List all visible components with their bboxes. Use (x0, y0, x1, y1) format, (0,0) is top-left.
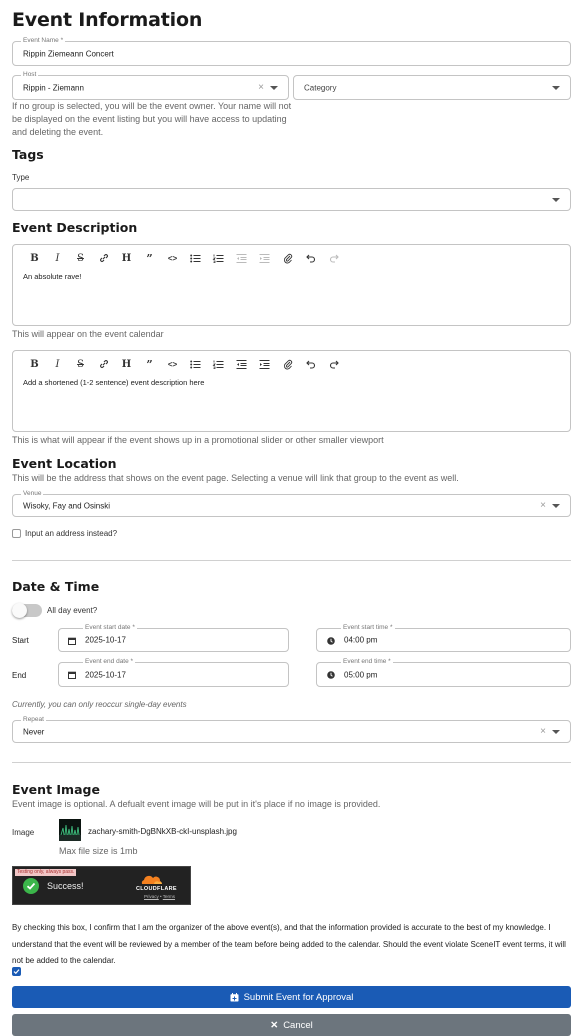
host-value: Rippin - Ziemann (23, 83, 84, 92)
event-name-value: Rippin Ziemeann Concert (23, 49, 114, 58)
indent-icon[interactable] (253, 357, 276, 371)
start-date-field[interactable] (58, 624, 289, 652)
venue-value: Wisoky, Fay and Osinski (23, 501, 110, 510)
end-time-value: 05:00 pm (344, 670, 378, 679)
tags-type-select[interactable] (12, 188, 571, 211)
attach-icon[interactable] (276, 357, 299, 371)
strikethrough-icon[interactable]: S (77, 252, 84, 264)
success-check-icon (23, 878, 39, 894)
short-description-placeholder[interactable]: Add a shortened (1-2 sentence) event description here (23, 378, 205, 387)
agreement-checkbox[interactable] (12, 967, 21, 976)
toggle-knob (12, 603, 27, 618)
end-time-field[interactable] (316, 658, 571, 687)
quote-icon[interactable]: ” (146, 251, 153, 265)
cancel-button-label: Cancel (283, 1019, 313, 1031)
bold-icon[interactable]: B (30, 252, 39, 264)
host-dropdown-icon[interactable] (270, 86, 278, 90)
privacy-link[interactable]: Privacy (144, 894, 159, 899)
quote-icon[interactable]: ” (146, 357, 153, 371)
bullet-list-icon[interactable] (184, 357, 207, 371)
code-icon[interactable]: <> (167, 359, 178, 369)
venue-dropdown-icon[interactable] (552, 504, 560, 508)
divider (12, 762, 571, 763)
short-description-help: This is what will appear if the event shows up in a promotional slider or other smaller viewport (12, 435, 384, 445)
italic-icon[interactable]: I (55, 358, 60, 370)
numbered-list-icon[interactable] (207, 251, 230, 265)
link-icon[interactable] (92, 251, 115, 265)
captcha-links (144, 894, 175, 899)
clock-icon[interactable] (327, 671, 335, 679)
end-date-value: 2025-10-17 (85, 670, 126, 679)
repeat-label: Repeat (23, 716, 44, 723)
divider (12, 560, 571, 561)
category-select[interactable] (293, 75, 571, 100)
captcha-widget[interactable] (12, 866, 191, 905)
cloudflare-brand: CLOUDFLARE (136, 886, 177, 892)
repeat-select[interactable] (12, 716, 571, 743)
host-select[interactable] (12, 71, 289, 100)
start-date-value: 2025-10-17 (85, 635, 126, 645)
outdent-icon[interactable] (230, 357, 253, 371)
cloudflare-logo-icon (139, 875, 163, 885)
editor-toolbar (23, 357, 345, 371)
captcha-test-banner: Testing only, always pass. (17, 869, 75, 875)
calendar-icon[interactable] (68, 637, 76, 645)
description-heading: Event Description (12, 220, 138, 235)
datetime-heading: Date & Time (12, 579, 100, 594)
start-time-value: 04:00 pm (344, 635, 378, 645)
category-dropdown-icon[interactable] (552, 86, 560, 90)
long-description-text[interactable]: An absolute rave! (23, 272, 82, 281)
editor-toolbar (23, 251, 345, 265)
tags-heading: Tags (12, 147, 44, 162)
image-help: Event image is optional. A defualt event image will be put in it's place if no image is provided. (12, 799, 381, 809)
bold-icon[interactable]: B (30, 358, 39, 370)
repeat-value: Never (23, 727, 45, 736)
image-thumbnail[interactable] (59, 819, 81, 841)
code-icon[interactable]: <> (167, 253, 178, 263)
all-day-label: All day event? (47, 606, 98, 615)
attach-icon[interactable] (276, 251, 299, 265)
indent-icon[interactable] (253, 251, 276, 265)
venue-clear-icon[interactable]: × (540, 499, 546, 511)
calendar-plus-icon (230, 993, 239, 1002)
start-time-field[interactable] (316, 624, 571, 652)
repeat-dropdown-icon[interactable] (552, 730, 560, 734)
start-time-label: Event start time * (343, 624, 393, 631)
long-description-help: This will appear on the event calendar (12, 329, 164, 339)
short-description-editor[interactable] (12, 350, 571, 432)
type-label: Type (12, 173, 30, 182)
link-icon[interactable] (92, 357, 115, 371)
numbered-list-icon[interactable] (207, 357, 230, 371)
image-filename: zachary-smith-DgBNkXB-ckI-unsplash.jpg (88, 827, 237, 836)
strikethrough-icon[interactable]: S (77, 358, 84, 370)
event-name-label: Event Name * (23, 37, 64, 44)
close-icon: ✕ (270, 1019, 279, 1031)
bullet-list-icon[interactable] (184, 251, 207, 265)
long-description-editor[interactable] (12, 244, 571, 326)
venue-select[interactable] (12, 490, 571, 517)
redo-icon[interactable] (322, 251, 345, 265)
all-day-toggle[interactable] (12, 604, 42, 617)
start-label: Start (12, 636, 29, 645)
end-date-label: Event end date * (85, 658, 134, 665)
address-checkbox[interactable] (12, 529, 21, 538)
undo-icon[interactable] (299, 357, 322, 371)
host-help-text: If no group is selected, you will be the event owner. Your name will not be displayed on the event listing but you will have access to updating and deleting the event. (12, 101, 292, 137)
end-time-label: Event end time * (343, 658, 391, 665)
reoccur-note: Currently, you can only reoccur single-day events (12, 700, 187, 709)
host-label: Host (23, 71, 37, 78)
image-heading: Event Image (12, 782, 100, 797)
location-help: This will be the address that shows on the event page. Selecting a venue will link that group to the event as well. (12, 473, 459, 483)
address-checkbox-label: Input an address instead? (25, 529, 118, 538)
undo-icon[interactable] (299, 251, 322, 265)
max-file-size: Max file size is 1mb (59, 846, 138, 856)
category-placeholder: Category (304, 83, 337, 92)
link-separator: • (160, 894, 162, 899)
end-label: End (12, 671, 27, 680)
redo-icon[interactable] (322, 357, 345, 371)
event-name-field[interactable] (12, 37, 571, 66)
heading-icon[interactable]: H (121, 252, 132, 264)
submit-button[interactable] (12, 986, 571, 1008)
repeat-clear-icon[interactable]: × (540, 725, 546, 737)
heading-icon[interactable]: H (121, 358, 132, 370)
outdent-icon[interactable] (230, 251, 253, 265)
image-label: Image (12, 828, 35, 837)
submit-button-label: Submit Event for Approval (243, 991, 354, 1003)
italic-icon[interactable]: I (55, 252, 60, 264)
page-title: Event Information (12, 9, 203, 31)
host-clear-icon[interactable]: × (258, 81, 264, 93)
start-date-label: Event start date * (85, 624, 135, 631)
calendar-icon[interactable] (68, 671, 76, 679)
captcha-status: Success! (47, 881, 84, 891)
terms-link[interactable]: Terms (162, 894, 176, 899)
venue-label: Venue (23, 490, 42, 497)
tags-dropdown-icon[interactable] (552, 198, 560, 202)
cancel-button[interactable] (12, 1014, 571, 1036)
location-heading: Event Location (12, 456, 117, 471)
end-date-field[interactable] (58, 658, 289, 687)
agreement-text: By checking this box, I confirm that I am the organizer of the above event(s), and that the information provided is accurate to the best of my knowledge. I understand that the event will be reviewed by a member of the team before being added to the calendar. Should the event violate SceneIT event terms, it will not be added to the calendar. (12, 923, 566, 965)
clock-icon[interactable] (327, 637, 335, 645)
